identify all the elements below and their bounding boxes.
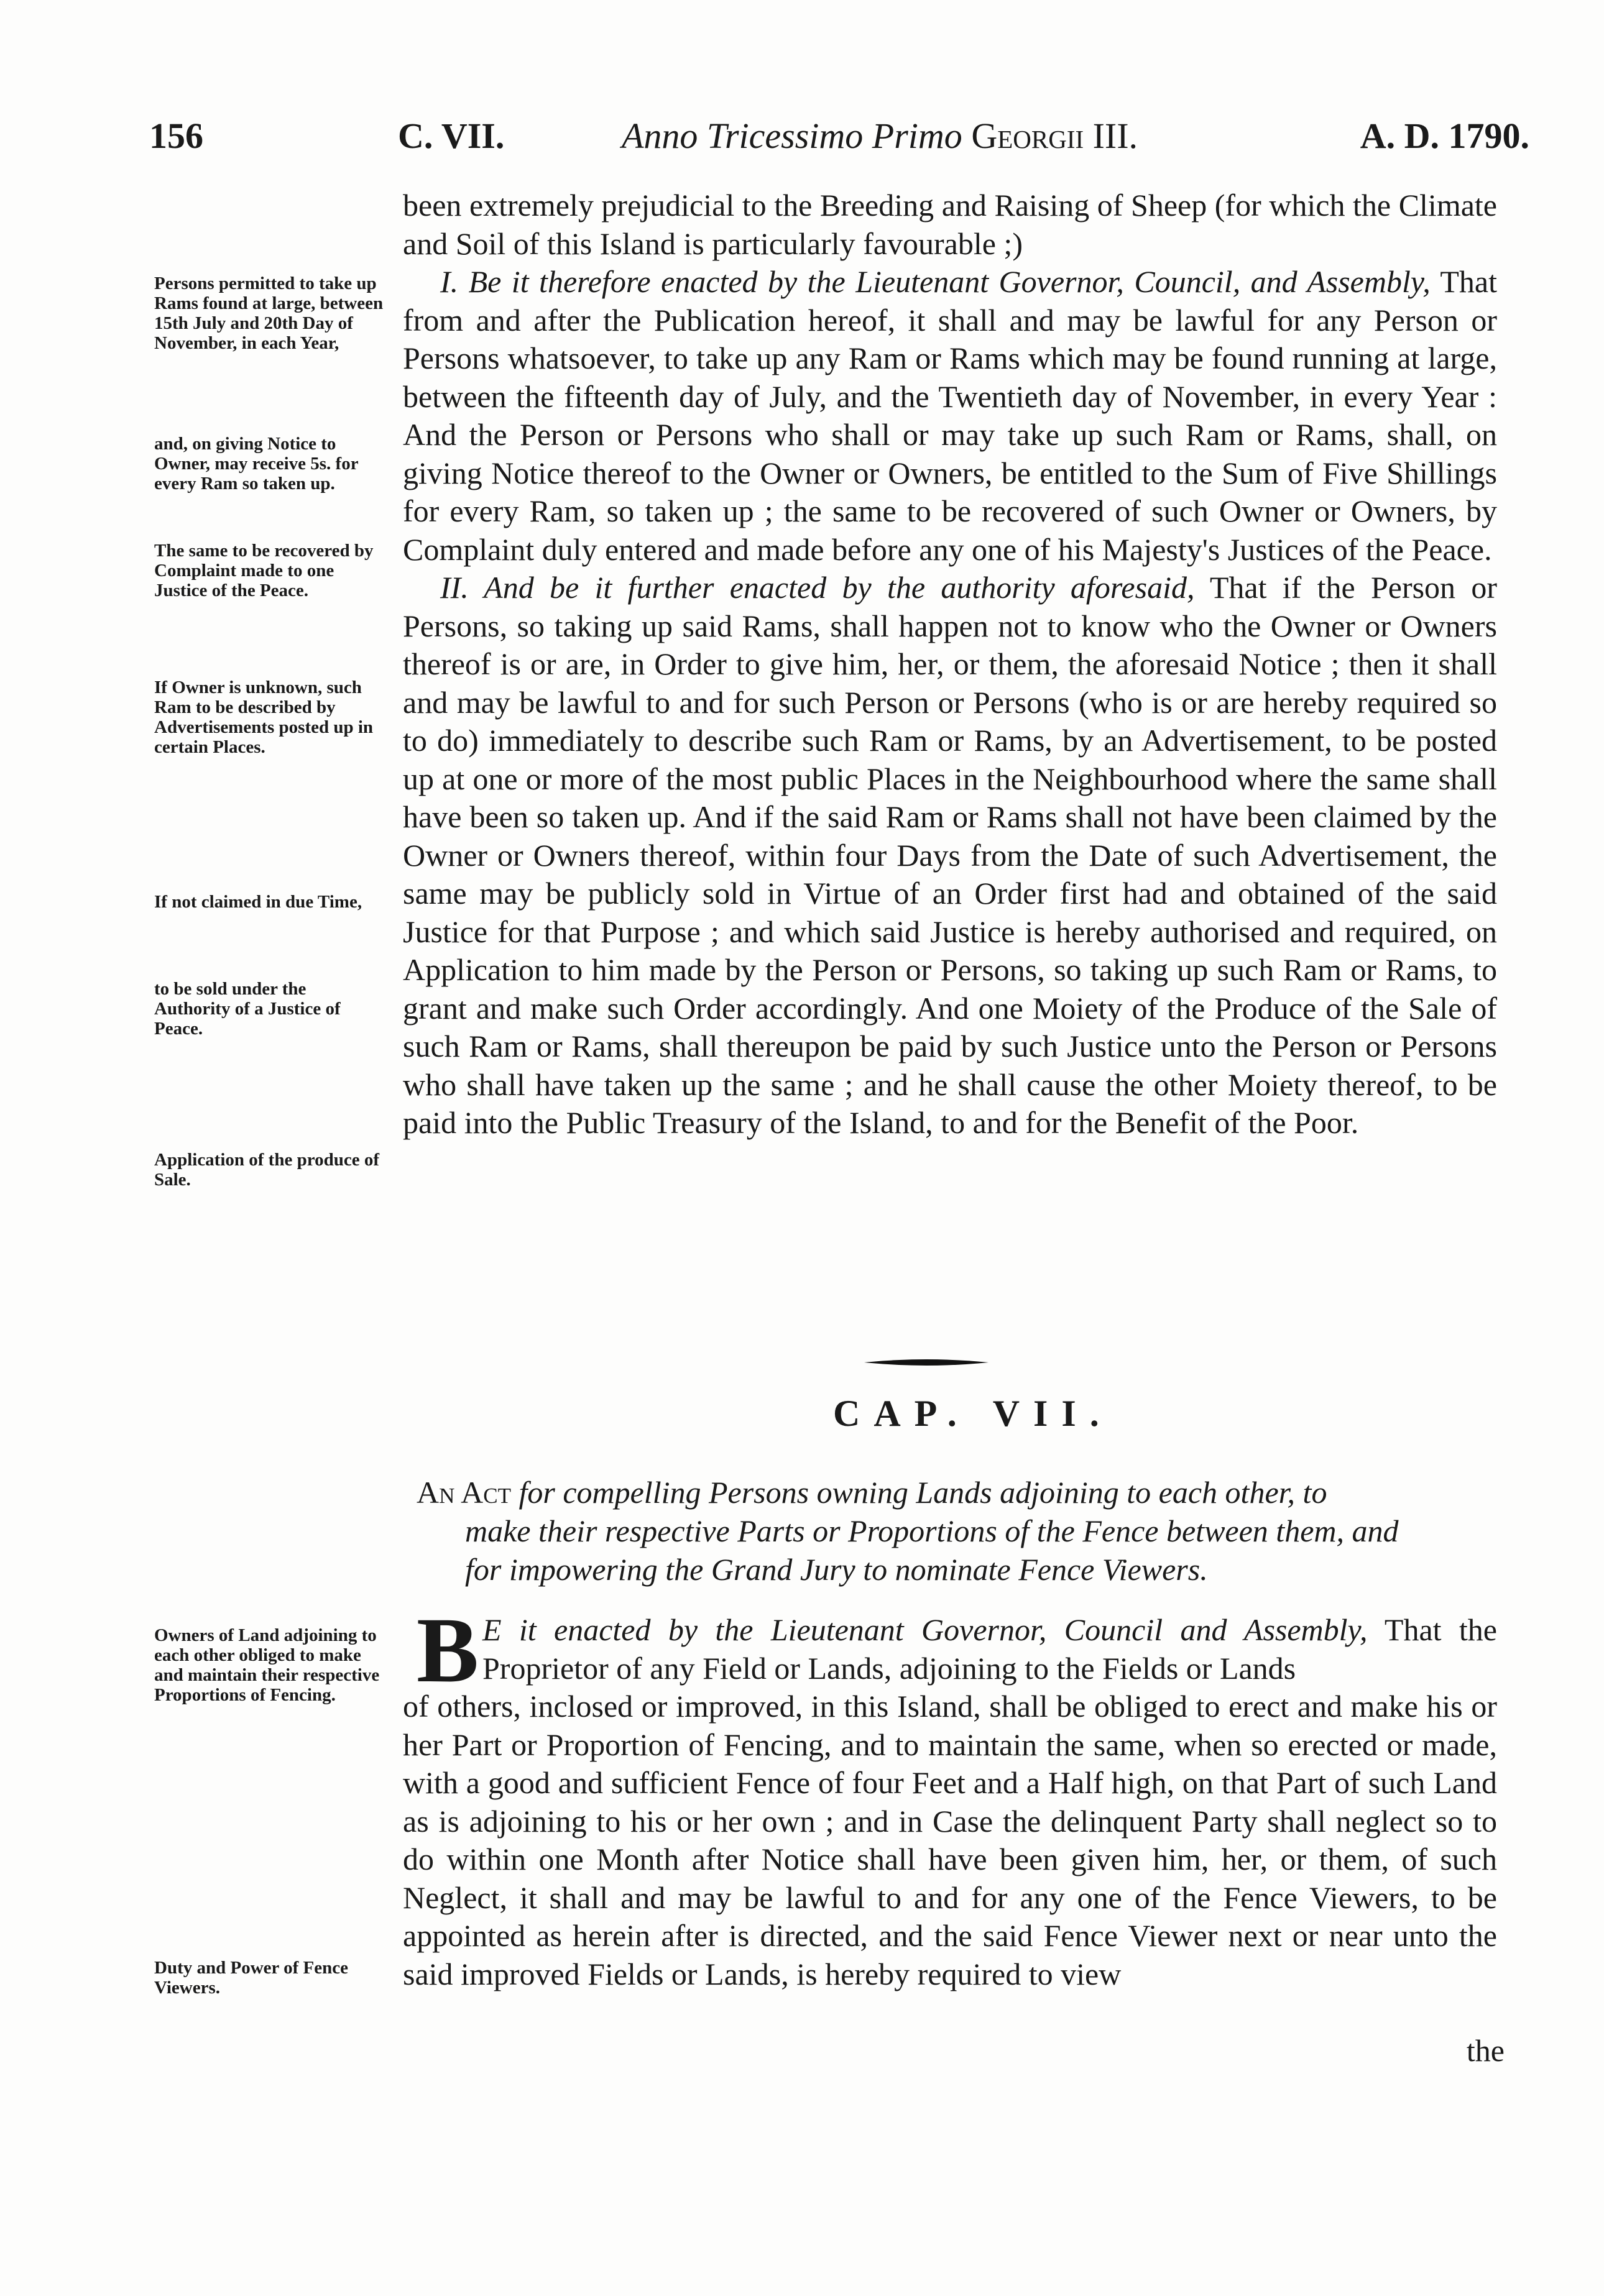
cap-first-lines-rest: That the Proprietor of any Field or Lands, adjoining to the Fields or Lands (482, 1612, 1497, 1686)
paragraph-section-2 (403, 569, 1497, 1142)
enacting-clause-2: II. And be it further enacted by the authority aforesaid, (440, 570, 1195, 605)
margin-note: and, on giving Notice to Owner, may receive 5s. for every Ram so taken up. (154, 434, 359, 494)
margin-note: Persons permitted to take up Rams found at large, between 15th July and 20th Day of November, in each Year, (154, 273, 384, 353)
chapter-reference: C. VII. (398, 116, 505, 156)
margin-note: Application of the produce of Sale. (154, 1150, 379, 1190)
cap-first-lines (482, 1611, 1497, 1688)
margin-note: to be sold under the Authority of a Justice of Peace. (154, 979, 341, 1039)
paragraph-preamble-end: been extremely prejudicial to the Breeding and Raising of Sheep (for which the Climate and Soil of this Island is particularly favourable ;) (403, 188, 1497, 261)
king-name: Georgii III. (971, 116, 1138, 156)
enacting-clause-1: I. Be it therefore enacted by the Lieutenant Governor, Council, and Assembly, (440, 264, 1431, 299)
margin-note: Duty and Power of Fence Viewers. (154, 1958, 348, 1998)
main-text-block (403, 186, 1497, 1142)
cap-body-text: of others, inclosed or improved, in this Island, shall be obliged to erect and make his or her Part or Proportion of Fencing, and to maintain the same, when so erected or made, with a good and sufficient Fence of four Feet and a Half high, on that Part of such Land as is adjoining to his or her own ; and in Case the delinquent Party shall neglect so to do within one Month after Notice shall have been given him, her, or them, of such Neglect, it shall and may be lawful to and for any one of the Fence Viewers, to be appointed as herein after is directed, and the said Fence Viewer next or near unto the said improved Fields or Lands, is hereby required to view (403, 1689, 1497, 1991)
margin-note: Owners of Land adjoining to each other obliged to make and maintain their respective Proportions of Fencing. (154, 1625, 380, 1705)
section-1-body: That from and after the Publication hereof, it shall and may be lawful for any Person or Persons whatsoever, to take up any Ram or Rams which may be found running at large, between the fifteenth day of July, and the Twentieth day of November, in every Year : And the Person or Persons who shall or may take up such Ram or Rams, shall, on giving Notice thereof to the Owner or Owners, be entitled to the Sum of Five Shillings for every Ram, so taken up ; the same to be recovered of such Owner or Owners, by Complaint duly entered and made before any one of his Majesty's Justices of the Peace. (403, 264, 1497, 567)
act-title (417, 1473, 1498, 1589)
running-header (149, 115, 1529, 171)
paragraph-section-1 (403, 263, 1497, 569)
act-title-lead: An Act (417, 1475, 511, 1510)
section-divider-rule (864, 1357, 989, 1367)
page-number: 156 (149, 116, 203, 156)
act-title-line-3: for impowering the Grand Jury to nominate Fence Viewers. (465, 1552, 1208, 1587)
section-2-body: That if the Person or Persons, so taking up said Rams, shall happen not to know who the Owner or Owners thereof is or are, in Order to give him, her, or them, the aforesaid Notice ; then it shall and may be lawful to and for such Person or Persons (who is or are hereby required so to do) immediately to describe such Ram or Rams, by an Advertisement, to be posted up at one or more of the most public Places in the Neighbourhood where the same shall have been so taken up. And if the said Ram or Rams shall not have been claimed by the Owner or Owners thereof, within four Days from the Date of such Advertisement, the same may be publicly sold in Virtue of an Order first had and obtained of the said Justice for that Purpose ; and which said Justice is hereby authorised and required, on Application to him made by the Person or Persons, so taking up such Ram or Rams, to grant and make such Order accordingly. And one Moiety of the Produce of the Sale of such Ram or Rams, shall thereupon be paid by such Justice unto the Person or Persons who shall have taken up the same ; and he shall cause the other Moiety thereof, to be paid into the Public Treasury of the Island, to and for the Benefit of the Poor. (403, 570, 1497, 1140)
margin-note: The same to be recovered by Complaint made to one Justice of the Peace. (154, 541, 374, 600)
regnal-year (622, 115, 1138, 157)
drop-cap-letter: B (417, 1599, 479, 1702)
regnal-year-text: Anno Tricessimo Primo (622, 116, 962, 156)
chapter-heading: CAP. VII. (833, 1393, 1113, 1434)
cap-enacting-clause: E it enacted by the Lieutenant Governor, Council and Assembly, (482, 1612, 1368, 1647)
year-anno-domini: A. D. 1790. (1360, 116, 1529, 156)
act-title-line-1: for compelling Persons owning Lands adjoining to each other, to (510, 1475, 1327, 1510)
catchword: the (1466, 2033, 1505, 2068)
act-title-line-2: make their respective Parts or Proportions of the Fence between them, and (465, 1513, 1399, 1548)
margin-note: If Owner is unknown, such Ram to be described by Advertisements posted up in certain Places. (154, 677, 374, 757)
margin-note: If not claimed in due Time, (154, 892, 362, 912)
